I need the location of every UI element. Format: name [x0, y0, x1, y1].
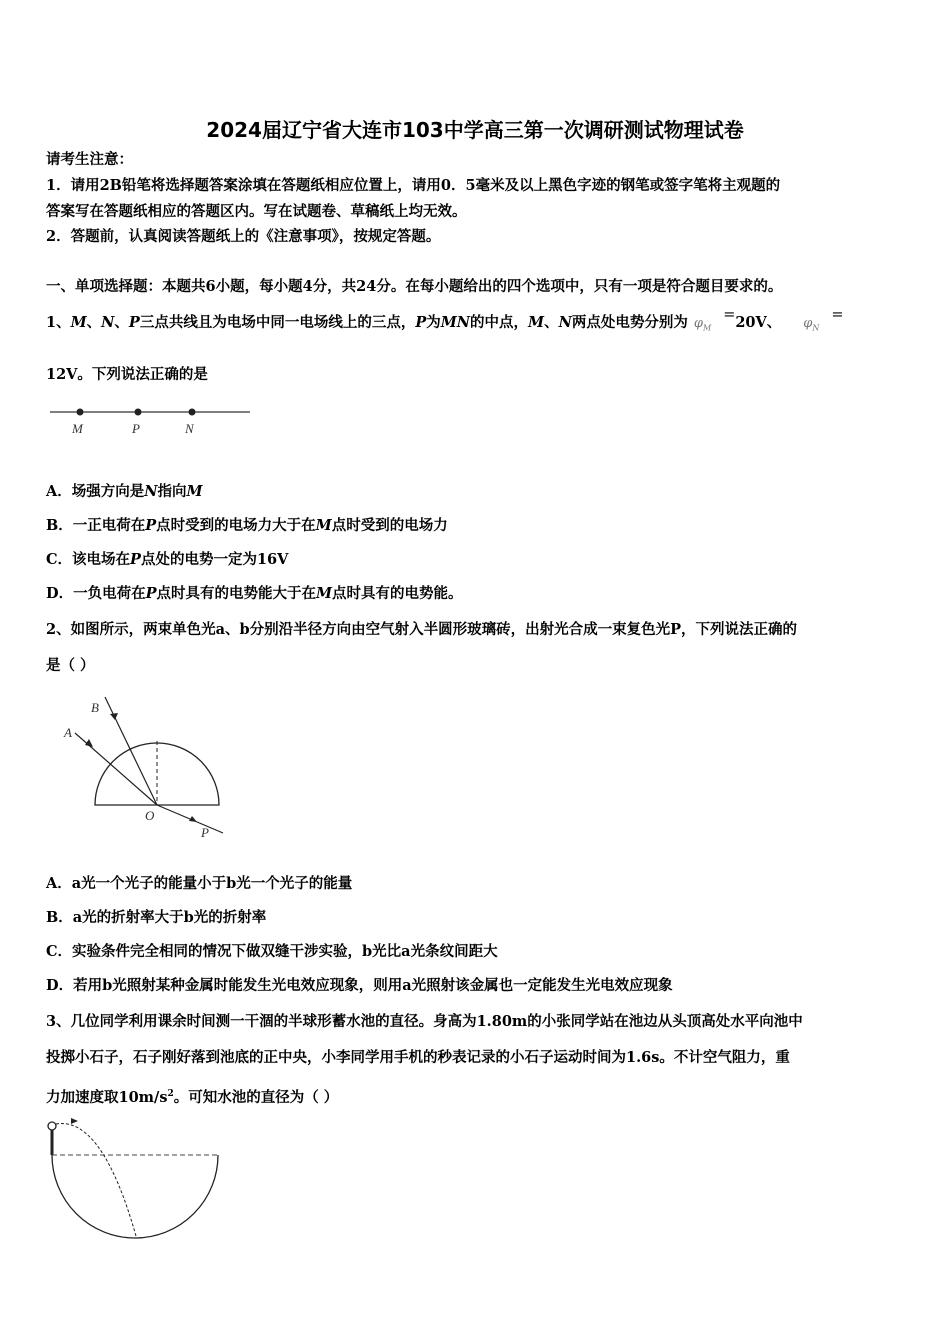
label-B: B [91, 700, 99, 715]
q1-text: 三点共线且为电场中同一电场线上的三点， [139, 314, 416, 331]
phi-M-symbol: $\varphi_M$ [693, 316, 712, 333]
q3-stem-line-1: 3、几位同学利用课余时间测一干涸的半球形蓄水池的直径。身高为1.80m的小张同学站在池边从头顶高处水平向池中 [46, 1013, 803, 1030]
q2-stem-line-2: 是（ ） [46, 657, 95, 674]
q1-option-a: A．场强方向是N指向M [46, 483, 203, 500]
label-M: M [72, 421, 83, 436]
notice-line-1: 1．请用2B铅笔将选择题答案涂填在答题纸相应位置上，请用0．5毫米及以上黑色字迹的钢笔或签字笔将主观题的 [46, 177, 781, 194]
q1-option-b: B．一正电荷在P点时受到的电场力大于在M点时受到的电场力 [46, 517, 448, 534]
arrow-b [110, 713, 118, 720]
section-heading: 一、单项选择题：本题共6小题，每小题4分，共24分。在每小题给出的四个选项中，只有一项是符合题目要求的。 [46, 278, 783, 295]
ray-b [105, 697, 157, 805]
q2-option-d: D．若用b光照射某种金属时能发生光电效应现象，则用a光照射该金属也一定能发生光电效应现象 [46, 977, 673, 994]
phi-N-symbol: $\varphi_N$ [803, 316, 820, 333]
q1-text: 两点处电势分别为 [571, 314, 688, 331]
label-N: N [185, 421, 194, 436]
label-A: A [64, 725, 72, 740]
semicircle-glass [95, 743, 219, 805]
point-P-dot [135, 409, 142, 416]
q1-option-c: C．该电场在P点处的电势一定为16V [46, 551, 289, 568]
q2-option-b: B．a光的折射率大于b光的折射率 [46, 909, 267, 926]
equals-sign: = [831, 307, 844, 323]
q1-var-N: N [558, 314, 572, 331]
stone-trajectory [56, 1124, 136, 1237]
q1-stem-line-2: 12V。下列说法正确的是 [46, 366, 208, 383]
q1-var-MN: MN [440, 314, 471, 331]
q3-stem-line-2: 投掷小石子，石子刚好落到池底的正中央，小李同学用手机的秒表记录的小石子运动时间为1.6s。不计空气阻力，重 [46, 1049, 790, 1066]
notice-line-2: 答案写在答题纸相应的答题区内。写在试题卷、草稿纸上均无效。 [46, 203, 467, 220]
q2-option-c: C．实验条件完全相同的情况下做双缝干涉实验，b光比a光条纹间距大 [46, 943, 498, 960]
q2-stem-line-1: 2、如图所示，两束单色光a、b分别沿半径方向由空气射入半圆形玻璃砖，出射光合成一束复色光P，下列说法正确的 [46, 621, 798, 638]
q1-text: 为 [426, 314, 441, 331]
q1-var-M: M [70, 314, 87, 331]
q1-number: 1、 [46, 314, 71, 331]
hemispherical-pool [52, 1155, 218, 1238]
q2-semicircle-figure [55, 695, 235, 840]
throw-arrow [71, 1118, 78, 1124]
q3-pool-figure [44, 1118, 229, 1243]
label-P: P [201, 825, 209, 840]
q1-sep: 、 [86, 314, 102, 331]
label-O: O [145, 808, 155, 823]
point-N-dot [189, 409, 196, 416]
point-M-dot [77, 409, 84, 416]
equals-sign: = [723, 307, 736, 323]
q1-field-line-figure [50, 400, 255, 440]
q1-sep: 、 [544, 314, 559, 331]
q1-var-M: M [528, 314, 545, 331]
page-title: 2024届辽宁省大连市103中学高三第一次调研测试物理试卷 [206, 118, 744, 142]
q1-text: 的中点， [470, 314, 529, 331]
q1-sep: 、 [114, 314, 129, 331]
label-P: P [132, 421, 140, 436]
q1-option-d: D．一负电荷在P点时具有的电势能大于在M点时具有的电势能。 [46, 585, 463, 602]
q1-var-P: P [415, 314, 427, 331]
q1-var-P: P [128, 314, 140, 331]
ray-p [157, 805, 223, 833]
q1-var-N: N [101, 314, 115, 331]
person-head [48, 1122, 56, 1130]
notice-heading: 请考生注意： [46, 151, 133, 168]
q1-phi-M-value: 20V、 [735, 314, 782, 331]
notice-line-3: 2．答题前，认真阅读答题纸上的《注意事项》，按规定答题。 [46, 228, 441, 245]
q3-stem-line-3: 力加速度取$10m/s^2$。可知水池的直径为（ ） [46, 1088, 339, 1106]
q2-option-a: A．a光一个光子的能量小于b光一个光子的能量 [46, 875, 353, 892]
q1-stem-line-1 [46, 307, 844, 339]
